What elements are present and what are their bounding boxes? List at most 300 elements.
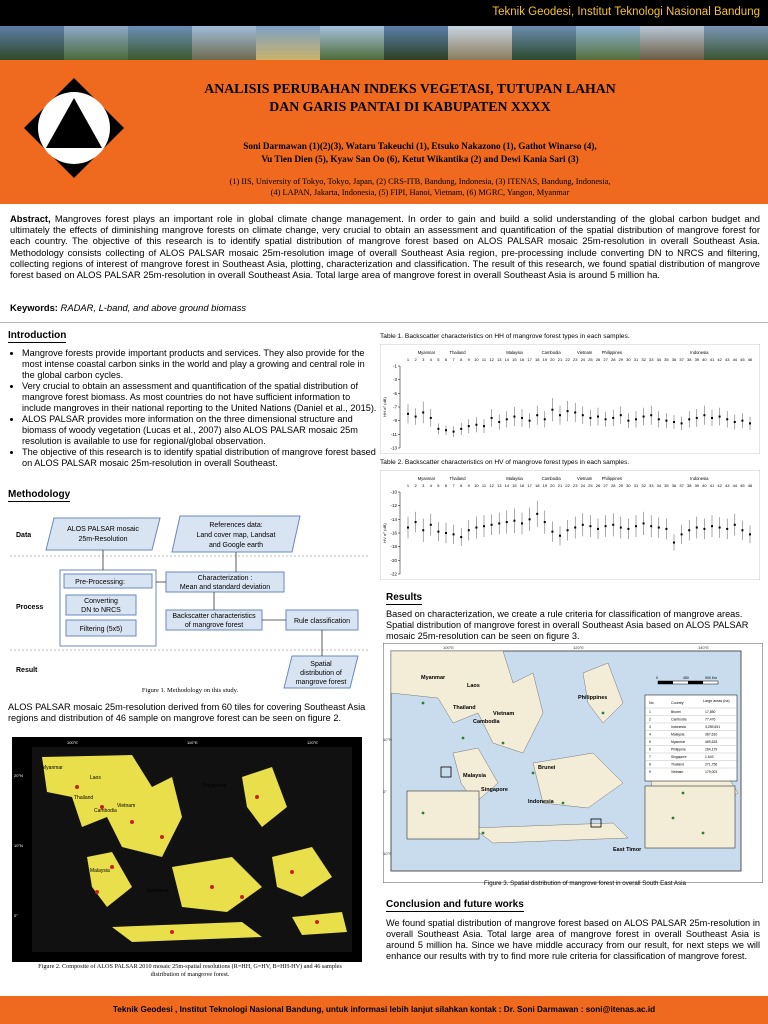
authors-line-2: Vu Tien Dien (5), Kyaw San Oo (6), Ketut Wikantika (2) and Dewi Kania Sari (3)	[261, 154, 579, 164]
lon-label: 110°E	[187, 740, 198, 745]
table-cell: 3,289,651	[705, 725, 721, 729]
data-point	[673, 542, 675, 544]
x-tick-label: 21	[557, 357, 563, 362]
affil-line-2: (4) LAPAN, Jakarta, Indonesia, (5) FIPI, Hanoi, Vietnam, (6) MGRC, Yangon, Myanmar	[270, 188, 570, 197]
y-axis-label: HV σ° (dB)	[382, 523, 387, 543]
x-tick-label: 30	[626, 483, 631, 488]
x-tick-label: 42	[717, 483, 722, 488]
country-label: Malaysia	[506, 476, 523, 481]
table-cell: 271,756	[705, 762, 718, 767]
data-point	[627, 420, 629, 422]
x-tick-label: 41	[709, 483, 715, 488]
x-tick-label: 22	[565, 357, 570, 362]
x-tick-label: 23	[572, 357, 578, 362]
table-cell: 5	[649, 740, 651, 744]
methodology-flowchart	[10, 510, 370, 700]
table-cell: 17,850	[705, 710, 716, 714]
data-point	[665, 420, 667, 422]
map-label: Cambodia	[473, 719, 500, 725]
table-1-caption: Table 1. Backscatter characteristics on HH of mangrove forest types in each samples.	[380, 333, 630, 340]
country-label: Vietnam	[577, 350, 593, 355]
x-tick-label: 7	[452, 483, 455, 488]
data-point	[749, 533, 751, 535]
map-label: Malaysia	[463, 773, 486, 779]
keywords	[10, 302, 760, 313]
x-tick-label: 4	[429, 483, 432, 488]
table-cell: Philippine	[671, 747, 686, 752]
map-label: Cambodia	[94, 808, 117, 814]
table-2-caption: Table 2. Backscatter characteristics on HV of mangrove forest types in each samples.	[380, 459, 630, 466]
x-tick-label: 31	[633, 357, 639, 362]
data-point	[513, 416, 515, 418]
x-tick-label: 14	[504, 483, 510, 488]
mangrove-distribution-map	[383, 643, 763, 883]
itenas-logo	[22, 76, 126, 180]
country-label: Cambodia	[541, 350, 561, 355]
x-tick-label: 2	[414, 483, 417, 488]
data-point	[567, 410, 569, 412]
spatial-line-1: Spatial	[310, 661, 332, 668]
x-tick-label: 8	[460, 483, 463, 488]
y-tick-label: -7	[392, 404, 397, 410]
data-point	[582, 414, 584, 416]
affiliations	[150, 176, 690, 198]
table-cell: 7	[649, 755, 651, 759]
data-point	[719, 527, 721, 529]
x-tick-label: 13	[496, 483, 502, 488]
area-table	[645, 695, 737, 781]
methodology-text: ALOS PALSAR mosaic 25m-resolution derived from 60 tiles for covering Southeast Asia regions and distribution of 46 sample on mangrove forest can be seen on figure 2.	[8, 702, 366, 723]
spatial-line-3: mangrove forest	[295, 679, 347, 686]
x-tick-label: 18	[534, 357, 540, 362]
data-point	[498, 421, 500, 423]
list-item: • ALOS PALSAR provides more information on the three dimensional structure and biomass of woody vegetation (Lucas et al., 2007) also ALOS PALSAR mosaic 25m resolution is available to use for regional/global observation.	[22, 414, 378, 447]
lat-label: 0°	[383, 789, 387, 794]
data-point	[734, 421, 736, 423]
data-point	[506, 418, 508, 420]
data-point	[574, 527, 576, 529]
x-tick-label: 29	[618, 357, 624, 362]
x-tick-label: 43	[724, 483, 730, 488]
x-tick-label: 11	[481, 483, 487, 488]
data-point	[627, 528, 629, 530]
x-tick-label: 17	[527, 483, 532, 488]
data-point	[741, 420, 743, 422]
x-tick-label: 4	[429, 357, 432, 362]
map-label: Vietnam	[493, 711, 515, 717]
country-label: Myanmar	[417, 476, 436, 481]
x-tick-label: 19	[542, 357, 548, 362]
x-tick-label: 6	[444, 483, 448, 488]
data-point	[460, 428, 462, 430]
map-label: East Timor	[613, 847, 642, 853]
data-point	[453, 533, 455, 535]
data-point	[460, 536, 462, 538]
x-tick-label: 42	[717, 357, 722, 362]
data-point	[491, 417, 493, 419]
affil-line-1: (1) IIS, University of Tokyo, Tokyo, Japan, (2) CRS-ITB, Bandung, Indonesia, (3) ITENAS, Bandung, Indonesia,	[229, 177, 611, 186]
table-cell: Brunei	[671, 710, 681, 714]
x-tick-label: 17	[527, 357, 532, 362]
x-tick-label: 41	[709, 357, 715, 362]
country-label: Malaysia	[506, 350, 523, 355]
table-cell: Thailand	[671, 762, 685, 767]
table-header: No	[649, 701, 654, 705]
y-tick-label: -9	[392, 418, 397, 424]
data-point	[483, 425, 485, 427]
table-cell: 264,179	[705, 747, 718, 752]
data-point	[437, 428, 439, 430]
data-point	[513, 520, 515, 522]
data-point	[407, 527, 409, 529]
x-tick-label: 1	[406, 357, 410, 362]
lon-label: 120°E	[573, 645, 584, 650]
data-point	[681, 422, 683, 424]
x-tick-label: 16	[519, 357, 525, 362]
map-label: Brunei	[538, 765, 556, 771]
x-tick-label: 18	[534, 483, 540, 488]
x-tick-label: 37	[679, 357, 684, 362]
x-tick-label: 9	[467, 483, 470, 488]
y-tick-label: -16	[390, 530, 397, 536]
y-tick-label: -1	[392, 363, 397, 369]
data-point	[544, 418, 546, 420]
country-label: Philippines	[601, 350, 623, 355]
data-point	[468, 529, 470, 531]
data-point	[605, 418, 607, 420]
table-header: Country	[671, 701, 684, 705]
x-tick-label: 35	[664, 357, 669, 362]
data-point	[665, 528, 667, 530]
data-point	[407, 413, 409, 415]
x-tick-label: 40	[702, 357, 707, 362]
map-label: Indonesia	[528, 799, 554, 805]
converting-line-2: DN to NRCS	[81, 607, 121, 614]
data-point	[437, 531, 439, 533]
data-point	[688, 529, 690, 531]
row-result-label: Result	[16, 667, 38, 674]
x-tick-label: 23	[572, 483, 578, 488]
x-tick-label: 46	[747, 483, 753, 488]
data-point	[415, 416, 417, 418]
data-point	[536, 414, 538, 416]
country-label: Philippines	[601, 476, 623, 481]
data-point	[635, 418, 637, 420]
table-cell: 179,003	[705, 770, 718, 774]
y-tick-label: -5	[392, 390, 397, 396]
x-tick-label: 14	[504, 357, 510, 362]
x-tick-label: 33	[648, 357, 654, 362]
x-tick-label: 12	[489, 357, 494, 362]
y-tick-label: -12	[390, 503, 397, 509]
data-point	[422, 411, 424, 413]
ref-box-line-2: Land cover map, Landsat	[196, 532, 276, 539]
y-tick-label: -14	[390, 516, 397, 522]
footer-bar	[0, 996, 768, 1024]
y-tick-label: -22	[390, 571, 397, 577]
x-tick-label: 30	[626, 357, 631, 362]
char-line-2: Mean and standard deviation	[179, 584, 271, 591]
scale-label: 450	[683, 676, 689, 680]
data-point	[597, 416, 599, 418]
data-point	[453, 431, 455, 433]
hh-backscatter-chart	[380, 344, 760, 454]
conclusion-text: We found spatial distribution of mangrove forest based on ALOS PALSAR 25m-resolution in overall Southeast Asia. Total large area of mangrove forest in overall Southeast Asia is around 5 million ha. Since we have middle accuracy from our result, for next steps we will enhance our results with try to find more rule criteria for classification of mangrove forest.	[386, 918, 760, 961]
converting-line-1: Converting	[84, 598, 118, 605]
x-tick-label: 19	[542, 483, 548, 488]
data-point	[681, 533, 683, 535]
x-tick-label: 45	[740, 483, 745, 488]
x-tick-label: 12	[489, 483, 494, 488]
x-tick-label: 29	[618, 483, 624, 488]
x-tick-label: 21	[557, 483, 563, 488]
y-tick-label: -3	[392, 377, 397, 383]
x-tick-label: 39	[694, 483, 700, 488]
data-point	[475, 424, 477, 426]
x-tick-label: 46	[747, 357, 753, 362]
preprocessing-label: Pre-Processing:	[75, 579, 125, 586]
alos-box-line-1: ALOS PALSAR mosaic	[67, 526, 139, 533]
inset-map-left	[407, 791, 479, 839]
country-label: Thailand	[449, 350, 466, 355]
data-point	[711, 417, 713, 419]
data-point	[521, 522, 523, 524]
lat-label: 10°N	[14, 843, 23, 848]
x-tick-label: 34	[656, 483, 662, 488]
data-point	[696, 417, 698, 419]
data-point	[726, 418, 728, 420]
spatial-line-2: distribution of	[300, 670, 342, 677]
map-label: Malaysia	[90, 868, 110, 874]
data-point	[658, 418, 660, 420]
map-label: Vietnam	[117, 803, 136, 809]
map-label: Myanmar	[42, 765, 63, 771]
lon-label: 120°E	[307, 740, 318, 745]
x-tick-label: 34	[656, 357, 662, 362]
backscatter-line-1: Backscatter characteristics	[172, 613, 256, 620]
x-tick-label: 28	[610, 357, 616, 362]
x-tick-label: 31	[633, 483, 639, 488]
x-tick-label: 45	[740, 357, 745, 362]
lon-label: 100°E	[443, 645, 454, 650]
footer-contact: Teknik Geodesi , Institut Teknologi Nasional Bandung, untuk informasi lebih lanjut silahkan kontak : Dr. Soni Darmawan : soni@itenas.ac.id	[112, 1005, 656, 1014]
data-point	[536, 513, 538, 515]
backscatter-line-2: of mangrove forest	[184, 622, 244, 629]
x-tick-label: 5	[437, 483, 440, 488]
x-tick-label: 2	[414, 357, 417, 362]
map-label: Thailand	[453, 705, 476, 711]
list-item: • Very crucial to obtain an assessment and quantification of the spatial distribution of mangrove forest biomass. As most countries do not have sufficient information to include mangroves in their national reporting to the United Nations (Daniel et al., 2015).	[22, 381, 378, 414]
data-point	[475, 527, 477, 529]
data-point	[703, 414, 705, 416]
country-label: Cambodia	[541, 476, 561, 481]
figure-1-caption: Figure 1. Methodology on this study.	[141, 687, 239, 694]
y-tick-label: -10	[390, 489, 397, 495]
x-tick-label: 24	[580, 483, 586, 488]
x-tick-label: 35	[664, 483, 669, 488]
alos-box-line-2: 25m-Resolution	[78, 536, 128, 543]
x-tick-label: 44	[732, 483, 738, 488]
conclusion-heading: Conclusion and future works	[386, 899, 524, 910]
country-label: Thailand	[449, 476, 466, 481]
x-tick-label: 37	[679, 483, 684, 488]
x-tick-label: 26	[595, 483, 601, 488]
x-tick-label: 20	[550, 483, 555, 488]
title-line-1: ANALISIS PERUBAHAN INDEKS VEGETASI, TUTUPAN LAHAN	[204, 81, 616, 96]
introduction-list	[8, 348, 378, 469]
table-cell: Vietnam	[671, 770, 684, 774]
table-cell: Singapore	[671, 755, 687, 759]
data-point	[521, 417, 523, 419]
map-label: Philippines	[578, 695, 608, 701]
x-tick-label: 38	[686, 483, 692, 488]
data-point	[415, 521, 417, 523]
x-tick-label: 36	[671, 483, 677, 488]
data-point	[696, 527, 698, 529]
abstract-label: Abstract,	[10, 213, 51, 224]
x-tick-label: 9	[467, 357, 470, 362]
keywords-label: Keywords:	[10, 302, 58, 313]
title-line-2: DAN GARIS PANTAI DI KABUPATEN XXXX	[269, 99, 551, 114]
institution-label: Teknik Geodesi, Institut Teknologi Nasional Bandung	[492, 6, 760, 18]
x-tick-label: 27	[603, 483, 608, 488]
list-item: • The objective of this research is to identify spatial distribution of mangrove forest based on ALOS PALSAR mosaic 25m-resolution in overall Southeast.	[22, 447, 378, 469]
inset-map-right	[645, 786, 735, 848]
map-label: Laos	[467, 683, 480, 689]
lat-label: 0°	[14, 913, 18, 918]
x-tick-label: 43	[724, 357, 730, 362]
ref-box-line-3: and Google earth	[208, 542, 264, 549]
hv-backscatter-chart	[380, 470, 760, 580]
data-point	[749, 422, 751, 424]
data-point	[650, 414, 652, 416]
table-cell: 1	[649, 710, 651, 714]
divider	[0, 322, 768, 323]
x-tick-label: 15	[512, 483, 517, 488]
top-bar	[0, 0, 768, 26]
list-item: • Mangrove forests provide important products and services. They also provide for the most intense coastal carbon sinks in the world and play a growing and central role in the global carbon cycles.	[22, 348, 378, 381]
data-point	[506, 521, 508, 523]
data-point	[741, 529, 743, 531]
data-point	[589, 417, 591, 419]
photo-strip	[0, 26, 768, 60]
x-tick-label: 44	[732, 357, 738, 362]
table-cell: 3	[649, 725, 651, 729]
table-cell: 6	[649, 747, 651, 752]
data-point	[567, 529, 569, 531]
abstract	[10, 213, 760, 280]
x-tick-label: 10	[474, 483, 479, 488]
lon-label: 100°E	[67, 740, 78, 745]
table-cell: 77,476	[705, 717, 716, 722]
authors-line-1: Soni Darmawan (1)(2)(3), Wataru Takeuchi (1), Etsuko Nakazono (1), Gathot Winarso (4),	[243, 141, 597, 151]
scale-label: 900 Km	[705, 676, 718, 680]
data-point	[719, 416, 721, 418]
data-point	[582, 524, 584, 526]
table-cell: Indonesia	[671, 725, 686, 729]
data-point	[589, 525, 591, 527]
data-point	[551, 409, 553, 411]
alos-data-box	[46, 518, 160, 550]
lat-label: 10°S	[383, 851, 392, 856]
table-cell: 2	[649, 717, 651, 722]
table-cell: Malaysia	[671, 732, 685, 737]
authors	[150, 140, 690, 166]
x-tick-label: 15	[512, 357, 517, 362]
x-tick-label: 8	[460, 357, 463, 362]
x-tick-label: 11	[481, 357, 487, 362]
data-point	[491, 524, 493, 526]
figure-3-caption: Figure 3. Spatial distribution of mangrove forest in overall South East Asia	[484, 880, 686, 887]
data-point	[422, 529, 424, 531]
data-point	[673, 421, 675, 423]
x-tick-label: 32	[641, 483, 646, 488]
data-point	[529, 518, 531, 520]
data-point	[620, 527, 622, 529]
x-tick-label: 3	[422, 357, 425, 362]
abstract-text: Mangroves forest plays an important role in global climate change management. In order to gain and build a solid understanding of the global carbon budget and ultimately the effects of diminishing mangrove forests on climate change, very crucial to obtain an assessment and quantification of the spatial distribution of mangrove forest for each country. The objective of this research is to identify spatial distribution of mangrove forest based on ALOS PALSAR mosaic 25m-resolution in overall Southeast Asia. Methodology consists collecting of ALOS PALSAR mosaic 25m-resolution image of overall Southeast Asia region, pre-processing include converting DN to NRCS and filtering, collecting regions of interest of mangrove forest in Southeast Asia, plotting, characterization and classification. The result of this research, we found spatial distribution of mangrove forest based on ALOS PALSAR 25m-resolution in overall Southeast Asia. Total large area of mangrove forest in overall Southeast Asia is around 5 million ha.	[10, 213, 761, 281]
data-point	[559, 414, 561, 416]
x-tick-label: 39	[694, 357, 700, 362]
alos-mosaic-map	[12, 737, 362, 962]
map-label: Philippines	[202, 783, 227, 789]
x-tick-label: 27	[603, 357, 608, 362]
results-text: Based on characterization, we create a rule criteria for classification of mangrove areas. Spatial distribution of mangrove forest in overall Southeast Asia based on ALOS PALSAR mosaic 25m-resolution can be seen on figure 3.	[386, 609, 749, 641]
methodology-heading: Methodology	[8, 489, 71, 500]
table-header: Large areas (ha)	[703, 699, 730, 703]
x-tick-label: 5	[437, 357, 440, 362]
lat-label: 20°N	[14, 773, 23, 778]
figure-2-caption: Figure 2. Composite of ALOS PALSAR 2010 mosaic 25m-spatial resolutions (R=HH, G=HV, B=HH-HV) and 46 samples distribution of mangrove forest.	[38, 963, 342, 978]
lat-label: 10°N	[383, 737, 392, 742]
x-tick-label: 28	[610, 483, 616, 488]
rule-label: Rule classification	[293, 618, 351, 625]
data-point	[597, 528, 599, 530]
table-cell: Myanmar	[671, 740, 686, 744]
data-point	[445, 532, 447, 534]
scale-label: 0	[656, 676, 658, 680]
lon-label: 140°E	[698, 645, 709, 650]
table-cell: 1,643	[705, 755, 714, 759]
data-point	[430, 524, 432, 526]
y-tick-label: -13	[390, 445, 397, 451]
data-point	[544, 521, 546, 523]
data-point	[612, 524, 614, 526]
x-tick-label: 32	[641, 357, 646, 362]
y-tick-label: -11	[390, 431, 397, 437]
x-tick-label: 6	[444, 357, 448, 362]
data-point	[734, 524, 736, 526]
x-tick-label: 40	[702, 483, 707, 488]
table-cell: 9	[649, 770, 651, 774]
data-point	[468, 425, 470, 427]
data-point	[605, 525, 607, 527]
data-point	[703, 528, 705, 530]
data-point	[574, 411, 576, 413]
map-label: Indonesia	[147, 888, 169, 894]
x-tick-label: 22	[565, 483, 570, 488]
table-cell: 8	[649, 762, 651, 767]
filtering-label: Filtering (5x5)	[79, 626, 123, 633]
row-data-label: Data	[16, 532, 32, 539]
x-tick-label: 1	[406, 483, 410, 488]
data-point	[643, 416, 645, 418]
y-tick-label: -20	[390, 557, 397, 563]
data-point	[529, 420, 531, 422]
data-point	[612, 417, 614, 419]
map-label: Thailand	[74, 795, 94, 801]
keywords-text: RADAR, L-band, and above ground biomass	[60, 302, 247, 313]
